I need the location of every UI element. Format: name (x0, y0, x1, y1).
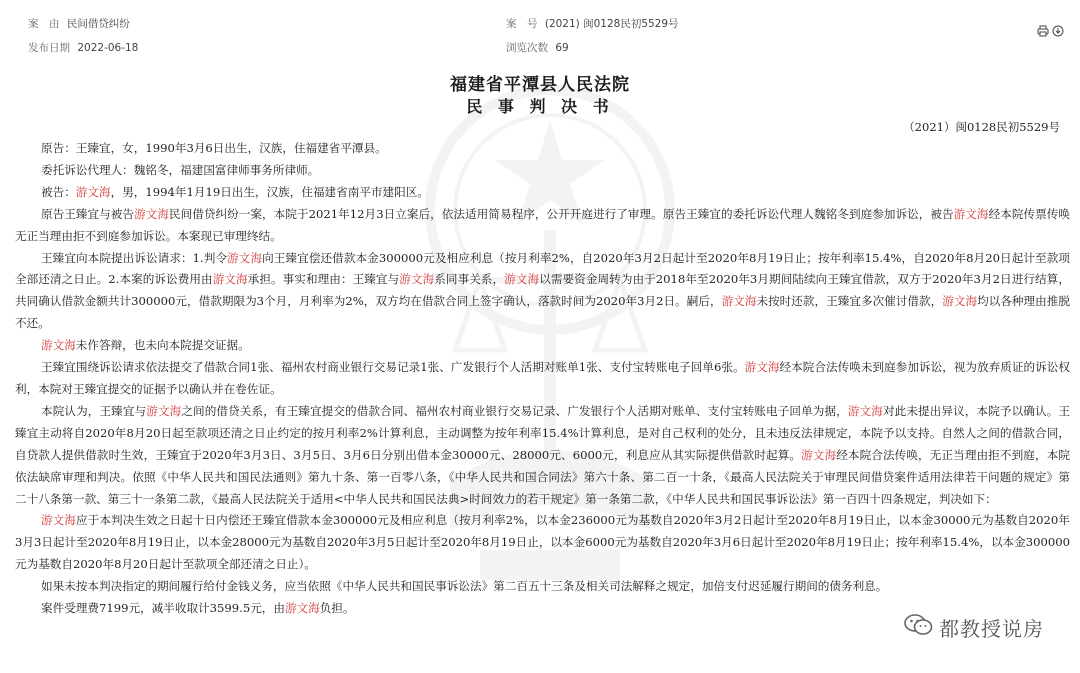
paragraph-text: 均以各种理由推脱不还。 (15, 294, 1070, 331)
cause-value: 民间借贷纠纷 (66, 18, 130, 30)
download-icon[interactable] (1052, 25, 1064, 37)
case-number-label: 案 号 (506, 18, 538, 30)
paragraph-text: 王臻宜围绕诉讼请求依法提交了借款合同1张、福州农村商业银行交易记录1张、广发银行个人活期对账单1张、支付宝转账电子回单6张。 (41, 360, 745, 375)
publish-date-label: 发布日期 (28, 42, 70, 54)
highlighted-name: 游文海 (721, 294, 757, 309)
document-header (0, 0, 1080, 58)
wechat-icon (903, 612, 933, 642)
highlighted-name: 游文海 (847, 403, 883, 418)
paragraph-text: 向王臻宜偿还借款本金300000元及相应利息（按月利率2%，自2020年3月2日起计至2020年8月19日止；按年利率15.4%，自2020年8月20日起计至款项全部还清之日止。2.本案的诉讼费用由 (15, 250, 1070, 287)
highlighted-name: 游文海 (41, 513, 77, 528)
judgment-paragraph (15, 182, 1070, 204)
paragraph-text: 负担。 (319, 601, 355, 616)
wechat-account-name: 都教授说房 (939, 616, 1044, 641)
highlighted-name: 游文海 (227, 250, 263, 265)
highlighted-name: 游文海 (942, 294, 978, 309)
paragraph-text: 本院认为，王臻宜与 (41, 403, 147, 418)
case-number-value: (2021) 闽0128民初5529号 (544, 18, 679, 30)
paragraph-text: 原告王臻宜与被告 (41, 206, 135, 221)
paragraph-text: 委托诉讼代理人：魏铭冬，福建国富律师事务所律师。 (41, 162, 320, 177)
highlighted-name: 游文海 (41, 338, 76, 353)
paragraph-text: 应于本判决生效之日起十日内偿还王臻宜借款本金300000元及相应利息（按月利率2%，以本金236000元为基数自2020年3月2日起计至2020年8月19日止，以本金30000元为基数自2020年3月3日起计至2020年8月19日止，以本金28000元为基数自2020年3月5日起计至2020年8月19日止，以本金6000元为基数自2020年3月6日起计至2020年8月19日止；按年利率15.4%，以本金300000元为基数自2020年8月20日起计至款项全部还清之日止）。 (15, 513, 1070, 572)
paragraph-text: 之间的借贷关系，有王臻宜提交的借款合同、福州农村商业银行交易记录、广发银行个人活期对账单、支付宝转账电子回单为据， (181, 403, 848, 418)
highlighted-name: 游文海 (801, 447, 837, 462)
publish-date-row (28, 40, 138, 55)
paragraph-text: 原告：王臻宜，女，1990年3月6日出生，汉族，住福建省平潭县。 (41, 141, 387, 155)
paragraph-text: 民间借贷纠纷一案，本院于2021年12月3日立案后，依法适用简易程序，公开开庭进行了审理。原告王臻宜的委托诉讼代理人魏铭冬到庭参加诉讼，被告 (168, 206, 954, 221)
judgment-paragraph (15, 576, 1070, 598)
highlighted-name: 游文海 (284, 601, 320, 616)
case-number-row (506, 16, 679, 31)
views-row (506, 40, 569, 55)
print-icon[interactable] (1037, 25, 1049, 37)
highlighted-name: 游文海 (953, 206, 989, 221)
paragraph-text: ，男，1994年1月19日出生，汉族，住福建省南平市建阳区。 (110, 184, 429, 199)
paragraph-text: 以需要资金周转为由于2018年至2020年3月期间陆续向王臻宜借款，双方于2020年3月2日进行结算，共同确认借款金额共计300000元，借款期限为3个月，月利率为2%，双方均在借款合同上签字确认，落款时间为2020年3月2日。嗣后， (15, 272, 1070, 309)
judgment-body (15, 138, 1070, 620)
cause-row (28, 16, 130, 31)
paragraph-text: 承担。事实和理由：王臻宜与 (247, 272, 400, 287)
judgment-paragraph (15, 335, 1070, 357)
paragraph-text: 被告： (41, 184, 76, 199)
judgment-paragraph (15, 510, 1070, 576)
highlighted-name: 游文海 (744, 360, 780, 375)
paragraph-text: 经本院合法传唤，无正当理由拒不到庭，本院依法缺席审理和判决。依照《中华人民共和国民法通则》第九十条、第一百零八条，《中华人民共和国合同法》第六十条、第二百一十条，《最高人民法院关于审理民间借贷案件适用法律若干问题的规定》第二十八条第一款、第三十一条第二款，《最高人民法院关于适用<中华人民共和国民法典>时间效力的若干规定》第一条第二款，《中华人民共和国民事诉讼法》第一百四十四条规定，判决如下： (15, 447, 1070, 506)
highlighted-name: 游文海 (75, 184, 111, 199)
paragraph-text: 案件受理费7199元，减半收取计3599.5元，由 (41, 601, 285, 616)
views-value: 69 (555, 42, 569, 54)
publish-date-value: 2022-06-18 (77, 42, 139, 54)
highlighted-name: 游文海 (399, 272, 435, 287)
views-label: 浏览次数 (506, 42, 548, 54)
header-actions (1037, 25, 1064, 37)
wechat-account-watermark (903, 612, 1044, 642)
document-type: 民 事 判 决 书 (466, 97, 614, 116)
court-title: 福建省平潭县人民法院 (450, 75, 630, 95)
highlighted-name: 游文海 (212, 272, 248, 287)
judgment-paragraph (15, 138, 1070, 160)
judgment-paragraph (15, 401, 1070, 511)
highlighted-name: 游文海 (504, 272, 540, 287)
paragraph-text: 经本院传票传唤无正当理由拒不到庭参加诉讼。本案现已审理终结。 (15, 206, 1070, 243)
cause-label: 案 由 (28, 18, 60, 30)
paragraph-text: 经本院合法传唤未到庭参加诉讼，视为放弃质证的诉讼权利，本院对王臻宜提交的证据予以确认并在卷佐证。 (15, 360, 1070, 396)
judgment-paragraph (15, 160, 1070, 182)
paragraph-text: 如果未按本判决指定的期间履行给付金钱义务，应当依照《中华人民共和国民事诉讼法》第二百五十三条及相关司法解释之规定，加倍支付迟延履行期间的债务利息。 (41, 579, 888, 594)
judgment-paragraph (15, 357, 1070, 401)
highlighted-name: 游文海 (134, 206, 169, 221)
judgment-paragraph (15, 204, 1070, 248)
highlighted-name: 游文海 (146, 403, 182, 418)
document-case-number: （2021）闽0128民初5529号 (903, 120, 1060, 134)
paragraph-text: 系同事关系， (434, 272, 505, 287)
paragraph-text: 王臻宜向本院提出诉讼请求：1.判令 (41, 250, 228, 265)
paragraph-text: 未作答辩，也未向本院提交证据。 (75, 338, 250, 353)
paragraph-text: 对此未提出异议，本院予以确认。王臻宜主动将自2020年8月20日起至款项还清之日止约定的按月利率2%计算利息，主动调整为按年利率15.4%计算利息，是对自己权利的处分，且未违反法律规定，本院予以支持。自然人之间的借款合同，自贷款人提供借款时生效，王臻宜于2020年3月3日、3月5日、3月6日分别出借本金30000元、28000元、6000元，利息应从其实际提供借款时起算。 (15, 403, 1070, 462)
paragraph-text: 未按时还款，王臻宜多次催讨借款， (756, 294, 943, 309)
judgment-paragraph (15, 248, 1070, 336)
